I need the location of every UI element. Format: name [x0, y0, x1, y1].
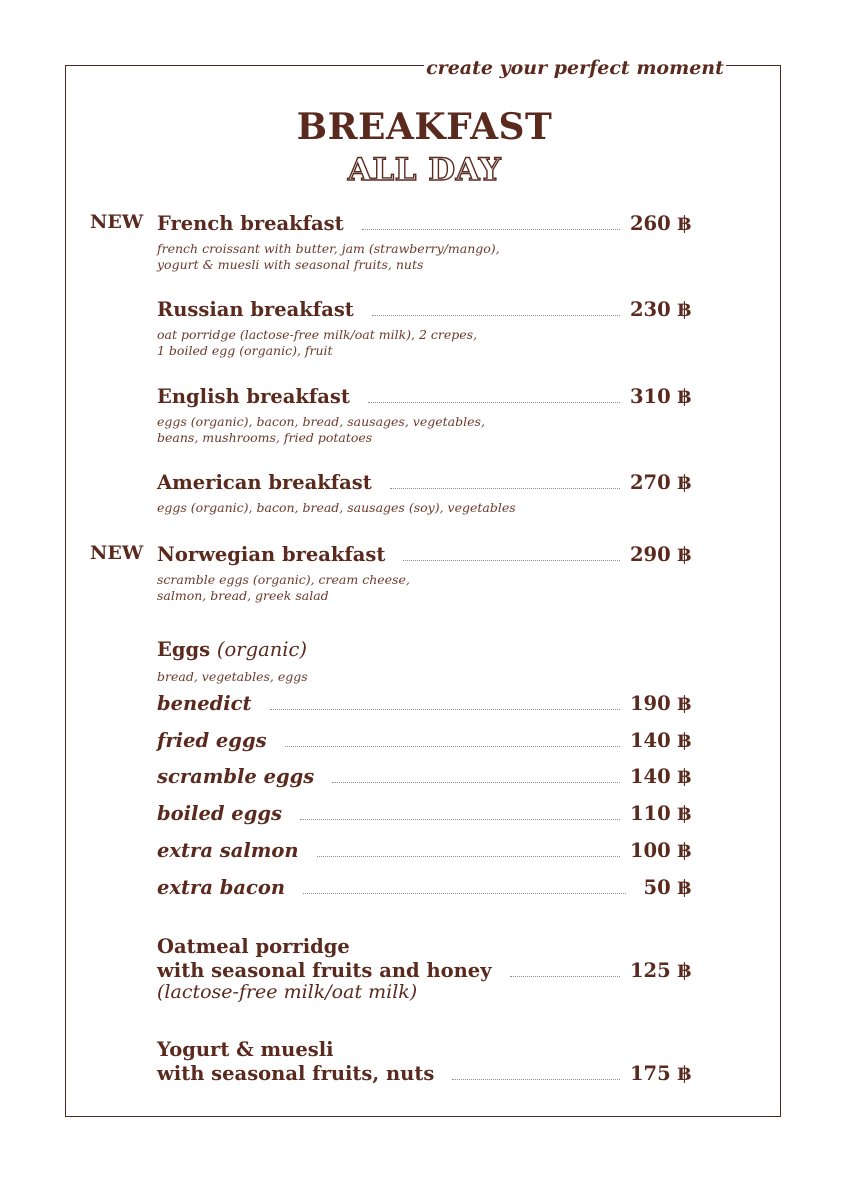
oatmeal-title: Oatmeal porridge	[157, 935, 350, 958]
dotted-leader	[332, 782, 620, 783]
dotted-leader	[270, 709, 620, 710]
item-price: 110 ฿	[629, 801, 691, 825]
item-name: Norwegian breakfast	[157, 542, 386, 566]
item-name: American breakfast	[157, 470, 372, 494]
item-price: 270 ฿	[629, 470, 691, 494]
item-description: scramble eggs (organic), cream cheese, salmon, bread, greek salad	[157, 572, 410, 603]
item-description: eggs (organic), bacon, bread, sausages (soy), vegetables	[157, 500, 516, 515]
item-price: 50 ฿	[643, 875, 691, 899]
eggs-note: (organic)	[216, 638, 308, 661]
item-price: 290 ฿	[629, 542, 691, 566]
oatmeal-note: (lactose-free milk/oat milk)	[157, 981, 418, 1003]
menu-item-american	[157, 469, 691, 495]
item-name: French breakfast	[157, 211, 344, 235]
menu-item-scramble-eggs	[157, 763, 691, 789]
menu-item-fried-eggs	[157, 727, 691, 753]
dotted-leader	[285, 746, 620, 747]
eggs-heading: Eggs (organic)	[157, 638, 308, 661]
menu-item-benedict	[157, 690, 691, 716]
menu-item-english	[157, 383, 691, 409]
item-name: English breakfast	[157, 384, 350, 408]
dotted-leader	[510, 976, 620, 977]
page-subtitle: ALL DAY	[347, 152, 502, 188]
dotted-leader	[362, 229, 620, 230]
eggs-description: bread, vegetables, eggs	[157, 669, 308, 684]
dotted-leader	[303, 893, 626, 894]
item-price: 260 ฿	[629, 211, 691, 235]
dotted-leader	[452, 1079, 620, 1080]
menu-item-boiled-eggs	[157, 800, 691, 826]
item-name: extra salmon	[157, 838, 299, 862]
menu-item-oatmeal	[157, 957, 691, 983]
menu-item-yogurt	[157, 1060, 691, 1086]
menu-item-russian	[157, 296, 691, 322]
menu-item-extra-bacon	[157, 874, 691, 900]
dotted-leader	[368, 402, 620, 403]
dotted-leader	[300, 819, 620, 820]
menu-item-norwegian	[157, 541, 691, 567]
item-price: 230 ฿	[629, 297, 691, 321]
dotted-leader	[317, 856, 620, 857]
item-description: eggs (organic), bacon, bread, sausages, vegetables, beans, mushrooms, fried potatoes	[157, 414, 485, 445]
tagline: create your perfect moment	[424, 55, 726, 81]
item-name: benedict	[157, 691, 252, 715]
item-name: extra bacon	[157, 875, 286, 899]
item-price: 310 ฿	[629, 384, 691, 408]
item-price: 125 ฿	[629, 958, 691, 982]
menu-item-french	[157, 210, 691, 236]
item-name: scramble eggs	[157, 764, 315, 788]
item-name: boiled eggs	[157, 801, 282, 825]
item-name: with seasonal fruits and honey	[157, 958, 492, 982]
item-description: french croissant with butter, jam (strawberry/mango), yogurt & muesli with seasonal fruits, nuts	[157, 241, 500, 272]
new-badge: NEW	[90, 211, 144, 233]
item-name: Russian breakfast	[157, 297, 354, 321]
dotted-leader	[403, 560, 620, 561]
dotted-leader	[372, 315, 620, 316]
item-price: 140 ฿	[629, 764, 691, 788]
page-title: BREAKFAST	[296, 106, 553, 148]
menu-item-extra-salmon	[157, 837, 691, 863]
new-badge: NEW	[90, 542, 144, 564]
item-price: 175 ฿	[629, 1061, 691, 1085]
item-name: fried eggs	[157, 728, 267, 752]
item-price: 100 ฿	[629, 838, 691, 862]
item-name: with seasonal fruits, nuts	[157, 1061, 435, 1085]
yogurt-title: Yogurt & muesli	[157, 1038, 334, 1061]
item-description: oat porridge (lactose-free milk/oat milk), 2 crepes, 1 boiled egg (organic), fruit	[157, 327, 478, 358]
dotted-leader	[390, 488, 620, 489]
item-price: 190 ฿	[629, 691, 691, 715]
item-price: 140 ฿	[629, 728, 691, 752]
